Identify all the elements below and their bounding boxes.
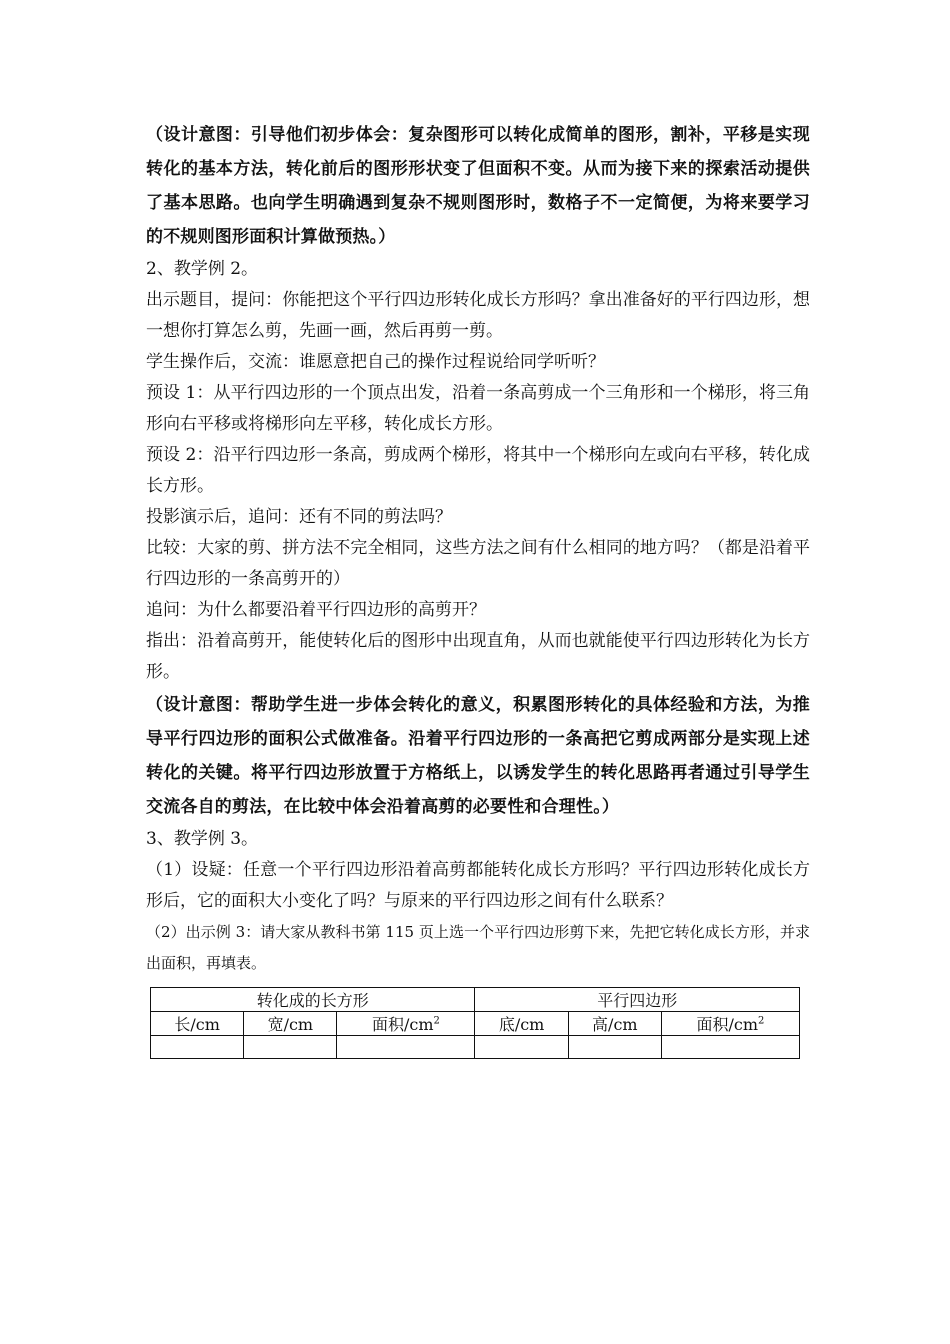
table-cell-length-input[interactable]	[151, 1036, 244, 1059]
paragraph-question: 出示题目，提问：你能把这个平行四边形转化成长方形吗？拿出准备好的平行四边形，想一想你打算怎么剪，先画一画，然后再剪一剪。	[146, 290, 810, 341]
table-row	[151, 1036, 800, 1059]
fill-in-table	[150, 987, 800, 1059]
document-body	[146, 118, 810, 1059]
paragraph-preset-1: 预设 1：从平行四边形的一个顶点出发，沿着一条高剪成一个三角形和一个梯形，将三角形向右平移或将梯形向左平移，转化成长方形。	[146, 383, 810, 434]
table-header-length: 长/cm	[151, 1012, 244, 1036]
table-group-rectangle: 转化成的长方形	[151, 988, 475, 1012]
table-header-height: 高/cm	[568, 1012, 661, 1036]
paragraph-followup: 投影演示后，追问：还有不同的剪法吗？	[146, 507, 452, 527]
table-cell-width-input[interactable]	[244, 1036, 337, 1059]
paragraph-exchange: 学生操作后，交流：谁愿意把自己的操作过程说给同学听听？	[146, 352, 605, 372]
table-header-width: 宽/cm	[244, 1012, 337, 1036]
table-group-row	[151, 988, 800, 1012]
design-intent-paragraph-2: （设计意图：帮助学生进一步体会转化的意义，积累图形转化的具体经验和方法，为推导平行四边形的面积公式做准备。沿着平行四边形的一条高把它剪成两部分是实现上述转化的关键。将平行四边形放置于方格纸上，以诱发学生的转化思路再者通过引导学生交流各自的剪法，在比较中体会沿着高剪的必要性和合理性。）	[146, 695, 810, 817]
table-header-rect-area: 面积$/cm^2$	[337, 1012, 475, 1036]
table-cell-height-input[interactable]	[568, 1036, 661, 1059]
paragraph-doubt: （1）设疑：任意一个平行四边形沿着高剪都能转化成长方形吗？平行四边形转化成长方形后，它的面积大小变化了吗？与原来的平行四边形之间有什么联系？	[146, 860, 810, 911]
design-intent-paragraph-1: （设计意图：引导他们初步体会：复杂图形可以转化成简单的图形，割补，平移是实现转化的基本方法，转化前后的图形形状变了但面积不变。从而为接下来的探索活动提供了基本思路。也向学生明确遇到复杂不规则图形时，数格子不一定简便，为将来要学习的不规则图形面积计算做预热。）	[146, 125, 810, 247]
table-header-para-area: 面积$/cm^2$	[661, 1012, 799, 1036]
table-header-row	[151, 1012, 800, 1036]
paragraph-why: 追问：为什么都要沿着平行四边形的高剪开？	[146, 600, 486, 620]
table-header-base: 底/cm	[475, 1012, 568, 1036]
paragraph-show-example-3: （2）出示例 3：请大家从教科书第 115 页上选一个平行四边形剪下来，先把它转化成长方形，并求出面积，再填表。	[146, 923, 810, 972]
table-group-parallelogram: 平行四边形	[475, 988, 800, 1012]
table-cell-base-input[interactable]	[475, 1036, 568, 1059]
table-cell-para-area-input[interactable]	[661, 1036, 799, 1059]
table-cell-rect-area-input[interactable]	[337, 1036, 475, 1059]
section-heading-example-3: 3、教学例 3。	[146, 829, 259, 849]
paragraph-point-out: 指出：沿着高剪开，能使转化后的图形中出现直角，从而也就能使平行四边形转化为长方形。	[146, 631, 810, 682]
section-heading-example-2: 2、教学例 2。	[146, 259, 259, 279]
paragraph-preset-2: 预设 2：沿平行四边形一条高，剪成两个梯形，将其中一个梯形向左或向右平移，转化成长方形。	[146, 445, 810, 496]
paragraph-compare: 比较：大家的剪、拼方法不完全相同，这些方法之间有什么相同的地方吗？（都是沿着平行四边形的一条高剪开的）	[146, 538, 810, 589]
